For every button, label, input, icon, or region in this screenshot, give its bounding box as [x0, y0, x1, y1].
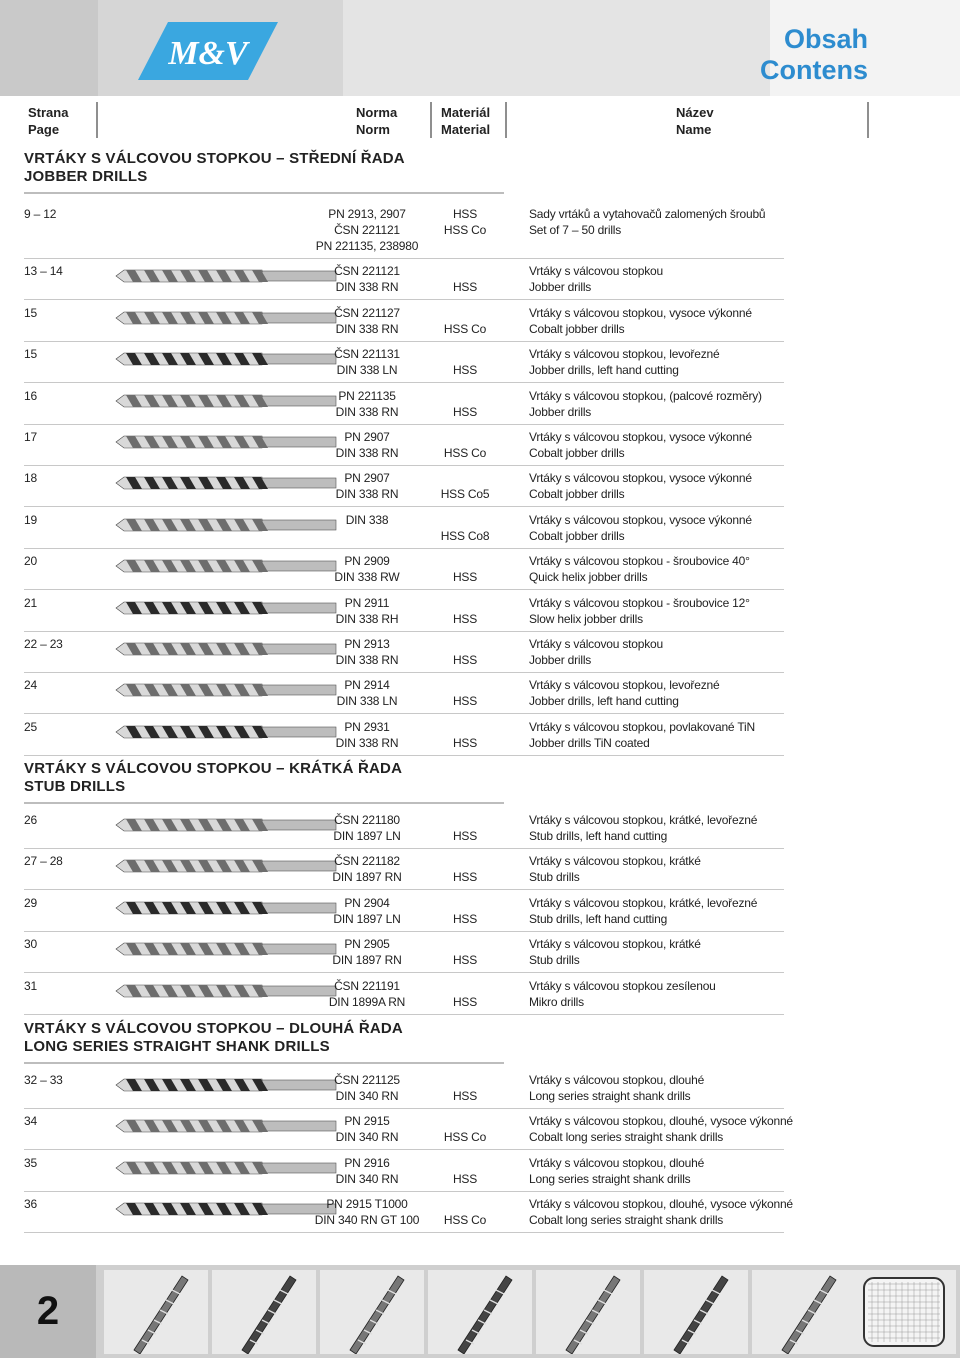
row-norm-line: DIN 338 RN — [335, 280, 399, 295]
row-norm — [302, 1196, 432, 1228]
row-norm — [302, 206, 432, 254]
row-page-number: 18 — [24, 471, 37, 486]
row-name-line: Vrtáky s válcovou stopkou, vysoce výkonné — [529, 512, 752, 527]
row-norm-line: DIN 338 RN — [335, 487, 399, 502]
row-material-line — [430, 263, 500, 279]
row-divider — [24, 931, 784, 932]
row-page-number: 17 — [24, 430, 37, 444]
column-header-page — [28, 104, 68, 138]
row-name — [529, 719, 829, 751]
row-material-line — [430, 346, 500, 362]
row-name-line: Vrtáky s válcovou stopkou, dlouhé — [529, 1155, 705, 1170]
row-norm-line — [302, 528, 432, 544]
row-name-line: Vrtáky s válcovou stopkou, vysoce výkonné — [529, 471, 752, 486]
row-name — [529, 305, 829, 337]
row-page-number: 32 – 33 — [24, 1073, 63, 1087]
row-name-line: Cobalt long series straight shank drills — [529, 1130, 724, 1145]
row-material-line: HSS — [452, 611, 478, 626]
row-name-line: Vrtáky s válcovou stopkou — [529, 637, 663, 651]
row-name — [529, 978, 829, 1010]
row-norm-line: DIN 340 RN — [335, 1130, 399, 1145]
row-name-line — [529, 238, 829, 254]
row-norm-line: DIN 338 RN — [335, 735, 399, 750]
row-material-line: HSS — [452, 994, 478, 1009]
row-name-line: Jobber drills TiN coated — [529, 735, 650, 750]
row-divider — [24, 548, 784, 549]
row-material — [430, 595, 500, 627]
row-norm-line: DIN 1899A RN — [328, 994, 406, 1009]
row-name-line: Jobber drills, left hand cutting — [529, 363, 679, 378]
brand-logo — [138, 22, 278, 80]
row-material — [430, 1196, 500, 1228]
row-name-line: Sady vrtáků a vytahovačů zalomených šroubů — [529, 207, 766, 221]
row-norm — [302, 470, 432, 502]
row-material-line: HSS — [452, 870, 478, 885]
row-material-line — [430, 895, 500, 911]
row-name-line: Cobalt jobber drills — [529, 446, 625, 460]
row-material-line: HSS — [452, 207, 478, 221]
row-material — [430, 429, 500, 461]
row-material-line: HSS — [452, 653, 478, 667]
row-material-line — [430, 677, 500, 693]
row-material-line — [430, 305, 500, 321]
row-norm-line: ČSN 221121 — [334, 223, 400, 237]
row-norm — [302, 895, 432, 927]
row-material — [430, 895, 500, 927]
row-material-line: HSS Co8 — [440, 528, 490, 543]
row-name-line: Mikro drills — [529, 994, 584, 1009]
row-material — [430, 388, 500, 420]
row-material-line — [430, 978, 500, 994]
row-material — [430, 305, 500, 337]
section-title-cz: VRTÁKY S VÁLCOVOU STOPKOU – STŘEDNÍ ŘADA — [24, 150, 405, 167]
row-norm-line: DIN 1897 RN — [332, 953, 402, 968]
row-name-line: Vrtáky s válcovou stopkou, levořezné — [529, 347, 720, 362]
section-title — [24, 150, 405, 186]
row-material-line — [430, 853, 500, 869]
row-name-line: Vrtáky s válcovou stopkou, krátké, levořezné — [529, 895, 758, 910]
section-divider — [24, 802, 504, 804]
row-divider — [24, 299, 784, 300]
column-divider — [867, 102, 869, 138]
row-material — [430, 978, 500, 1010]
row-name-line: Stub drills — [529, 953, 580, 968]
row-material-line — [430, 1072, 500, 1088]
row-page-number: 13 – 14 — [24, 264, 63, 279]
row-norm — [302, 978, 432, 1010]
row-norm-line: DIN 338 RN — [335, 321, 399, 336]
row-norm — [302, 853, 432, 885]
row-divider — [24, 889, 784, 890]
row-norm-line: PN 2907 — [344, 430, 390, 444]
row-material — [430, 512, 500, 544]
row-page-number: 31 — [24, 978, 37, 993]
row-material — [430, 1072, 500, 1104]
row-page-number: 22 – 23 — [24, 637, 63, 651]
row-material-line: HSS — [452, 911, 478, 926]
drill-photo — [644, 1270, 748, 1354]
row-divider — [24, 341, 784, 342]
row-name-line: Vrtáky s válcovou stopkou - šroubovice 12° — [529, 595, 750, 610]
row-divider — [24, 1108, 784, 1109]
row-material-line — [430, 512, 500, 528]
row-material-line: HSS — [452, 363, 478, 378]
row-norm-line: DIN 1897 RN — [332, 870, 402, 885]
row-name-line: Stub drills, left hand cutting — [529, 911, 668, 926]
row-name — [529, 470, 829, 502]
row-material-line — [430, 470, 500, 486]
row-material-line: HSS — [452, 1089, 478, 1103]
row-material-line: HSS Co — [443, 1130, 487, 1145]
row-material-line: HSS Co — [443, 1213, 487, 1228]
row-name — [529, 636, 829, 668]
row-norm-line: DIN 338 RN — [335, 404, 399, 419]
row-name — [529, 1155, 829, 1187]
row-material — [430, 936, 500, 968]
row-material-line: HSS — [452, 280, 478, 295]
row-material-line: HSS — [452, 735, 478, 750]
row-norm-line: DIN 338 RN — [335, 446, 399, 460]
row-name — [529, 853, 829, 885]
row-page-number: 26 — [24, 813, 37, 827]
row-norm-line: PN 2915 T1000 — [326, 1197, 408, 1212]
row-name — [529, 1113, 829, 1145]
row-norm-line: DIN 338 RW — [334, 570, 400, 585]
row-material — [430, 553, 500, 585]
row-norm-line: PN 2916 — [344, 1155, 390, 1170]
row-name-line: Vrtáky s válcovou stopkou, krátké, levořezné — [529, 813, 758, 827]
row-name-line: Vrtáky s válcovou stopkou, (palcové rozměry) — [529, 388, 762, 403]
row-norm-line: PN 2914 — [344, 678, 390, 693]
drill-photo — [536, 1270, 640, 1354]
column-divider — [96, 102, 98, 138]
row-norm-line: ČSN 221125 — [334, 1073, 400, 1087]
row-page-number: 9 – 12 — [24, 207, 57, 221]
row-material-line — [430, 812, 500, 828]
row-page-number: 24 — [24, 678, 37, 693]
row-norm — [302, 388, 432, 420]
row-name — [529, 812, 829, 844]
row-divider — [24, 713, 784, 714]
row-page-number: 19 — [24, 512, 37, 527]
row-material-line: HSS — [452, 570, 478, 585]
row-material-line — [430, 388, 500, 404]
drill-photo — [320, 1270, 424, 1354]
row-name — [529, 206, 829, 254]
row-page-number: 15 — [24, 305, 37, 320]
section-title-en: STUB DRILLS — [24, 778, 126, 795]
row-name-line: Set of 7 – 50 drills — [529, 223, 622, 237]
row-material — [430, 346, 500, 378]
row-divider — [24, 972, 784, 973]
row-page-number: 29 — [24, 895, 37, 910]
row-norm — [302, 636, 432, 668]
row-norm — [302, 719, 432, 751]
row-material — [430, 1155, 500, 1187]
row-divider — [24, 382, 784, 383]
row-name-line: Stub drills, left hand cutting — [529, 829, 668, 843]
row-norm-line: DIN 340 RN — [335, 1089, 399, 1103]
row-material-line — [430, 1155, 500, 1171]
row-material-line: HSS — [452, 1171, 478, 1186]
row-name-line: Long series straight shank drills — [529, 1171, 691, 1186]
row-page-number: 35 — [24, 1155, 37, 1170]
row-norm-line: PN 2915 — [344, 1114, 390, 1129]
drill-photo — [212, 1270, 316, 1354]
sieve-image — [852, 1270, 956, 1354]
row-material — [430, 853, 500, 885]
row-norm — [302, 1072, 432, 1104]
row-norm-line: PN 2904 — [344, 895, 390, 910]
row-name — [529, 677, 829, 709]
row-name — [529, 1072, 829, 1104]
row-norm-line: ČSN 221127 — [334, 305, 400, 320]
row-name-line: Vrtáky s válcovou stopkou zesílenou — [529, 978, 716, 993]
row-norm-line: PN 2909 — [344, 554, 390, 569]
row-name — [529, 936, 829, 968]
row-material-line: HSS — [452, 694, 478, 709]
row-page-number: 30 — [24, 937, 37, 952]
row-norm-line: PN 2905 — [344, 937, 390, 952]
row-norm-line: DIN 338 RN — [335, 653, 399, 667]
row-name-line: Cobalt jobber drills — [529, 321, 625, 336]
row-name-line: Vrtáky s válcovou stopkou, vysoce výkonné — [529, 430, 752, 444]
row-material-line: HSS — [452, 404, 478, 419]
row-norm-line: PN 221135 — [338, 388, 396, 403]
column-header-name-en: Name — [676, 122, 712, 137]
row-page-number: 25 — [24, 719, 37, 734]
row-divider — [24, 631, 784, 632]
row-norm-line: PN 2913 — [344, 637, 390, 651]
row-name-line: Vrtáky s válcovou stopkou, krátké — [529, 854, 701, 869]
row-name-line: Cobalt jobber drills — [529, 528, 625, 543]
row-norm — [302, 263, 432, 295]
column-header-norm-en: Norm — [356, 122, 390, 137]
page-number: 2 — [0, 1265, 96, 1358]
section-title-cz: VRTÁKY S VÁLCOVOU STOPKOU – DLOUHÁ ŘADA — [24, 1020, 403, 1037]
row-material — [430, 636, 500, 668]
row-material — [430, 470, 500, 502]
row-name-line: Stub drills — [529, 870, 580, 885]
row-name — [529, 1196, 829, 1228]
column-divider — [505, 102, 507, 138]
section-title-en: LONG SERIES STRAIGHT SHANK DRILLS — [24, 1038, 330, 1055]
row-material — [430, 206, 500, 254]
row-divider — [24, 1014, 784, 1015]
header-band — [0, 0, 960, 96]
row-divider — [24, 506, 784, 507]
row-material-line: HSS Co — [443, 446, 487, 460]
row-name-line: Vrtáky s válcovou stopkou — [529, 264, 663, 279]
row-divider — [24, 1191, 784, 1192]
row-divider — [24, 1232, 784, 1233]
drill-photo — [752, 1270, 856, 1354]
row-name — [529, 595, 829, 627]
row-divider — [24, 258, 784, 259]
header-left-panel — [0, 0, 98, 96]
column-header-name — [676, 104, 714, 138]
row-norm-line: PN 221135, 238980 — [315, 239, 419, 253]
row-name-line: Vrtáky s válcovou stopkou, dlouhé — [529, 1073, 705, 1087]
row-divider — [24, 1149, 784, 1150]
row-name-line: Vrtáky s válcovou stopkou, dlouhé, vysoce výkonné — [529, 1197, 793, 1212]
row-norm-line: ČSN 221191 — [334, 978, 400, 993]
row-norm-line: ČSN 221182 — [334, 854, 400, 869]
row-norm-line: ČSN 221180 — [334, 813, 400, 827]
row-material — [430, 677, 500, 709]
section-title — [24, 760, 402, 796]
row-norm — [302, 677, 432, 709]
page-title-cz: Obsah — [783, 24, 868, 54]
section-title-cz: VRTÁKY S VÁLCOVOU STOPKOU – KRÁTKÁ ŘADA — [24, 760, 403, 777]
section-divider — [24, 1062, 504, 1064]
row-material-line — [430, 1113, 500, 1129]
row-norm-line: DIN 1897 LN — [333, 911, 401, 926]
row-name — [529, 429, 829, 461]
row-material — [430, 812, 500, 844]
row-material-line — [430, 595, 500, 611]
row-page-number: 36 — [24, 1197, 37, 1212]
row-norm-line: DIN 338 — [345, 512, 389, 527]
row-norm-line: PN 2907 — [344, 471, 390, 486]
row-divider — [24, 465, 784, 466]
row-divider — [24, 848, 784, 849]
row-name-line: Quick helix jobber drills — [529, 570, 648, 585]
brand-logo-text: M&V — [168, 35, 248, 72]
row-material — [430, 1113, 500, 1145]
row-name-line: Slow helix jobber drills — [529, 611, 643, 626]
row-norm-line: PN 2913, 2907 — [328, 207, 406, 221]
row-material-line: HSS Co — [443, 321, 487, 336]
page-title-en: Contens — [760, 55, 868, 85]
row-name-line: Vrtáky s válcovou stopkou - šroubovice 40° — [529, 554, 750, 569]
row-divider — [24, 755, 784, 756]
header-mid-panel — [343, 0, 770, 96]
row-norm-line: DIN 1897 LN — [333, 829, 401, 843]
column-header-page-en: Page — [28, 122, 60, 137]
row-norm — [302, 429, 432, 461]
row-name-line: Vrtáky s válcovou stopkou, povlakované TiN — [529, 719, 755, 734]
row-material-line — [430, 553, 500, 569]
row-divider — [24, 589, 784, 590]
column-header-material-cz: Materiál — [441, 105, 491, 120]
row-name-line: Vrtáky s válcovou stopkou, krátké — [529, 937, 701, 952]
row-material-line — [430, 238, 500, 254]
row-name — [529, 346, 829, 378]
row-material-line — [430, 1196, 500, 1212]
row-name-line: Jobber drills, left hand cutting — [529, 694, 679, 709]
row-norm — [302, 553, 432, 585]
row-name-line: Jobber drills — [529, 404, 592, 419]
drill-photo — [104, 1270, 208, 1354]
row-material-line: HSS Co5 — [440, 487, 490, 502]
row-material — [430, 719, 500, 751]
row-divider — [24, 424, 784, 425]
row-name-line: Vrtáky s válcovou stopkou, vysoce výkonné — [529, 305, 752, 320]
row-page-number: 15 — [24, 347, 37, 362]
row-norm-line: ČSN 221131 — [334, 347, 400, 362]
row-norm-line: DIN 340 RN — [335, 1171, 399, 1186]
row-page-number: 34 — [24, 1114, 37, 1129]
row-norm — [302, 346, 432, 378]
column-header-norm-cz: Norma — [356, 105, 398, 120]
row-page-number: 27 – 28 — [24, 854, 63, 869]
row-material-line: HSS — [452, 829, 478, 843]
drill-photo — [428, 1270, 532, 1354]
row-divider — [24, 672, 784, 673]
row-name-line: Vrtáky s válcovou stopkou, dlouhé, vysoce výkonné — [529, 1114, 793, 1129]
row-name — [529, 512, 829, 544]
row-norm-line: DIN 338 RH — [335, 611, 399, 626]
row-norm — [302, 1155, 432, 1187]
row-page-number: 21 — [24, 595, 37, 610]
row-material-line: HSS — [452, 953, 478, 968]
row-name-line: Jobber drills — [529, 653, 592, 667]
row-name — [529, 895, 829, 927]
column-header-name-cz: Název — [676, 105, 714, 120]
row-norm — [302, 305, 432, 337]
row-norm — [302, 1113, 432, 1145]
row-norm-line: PN 2911 — [344, 595, 390, 610]
row-name-line: Jobber drills — [529, 280, 592, 295]
column-header-material-en: Material — [441, 122, 491, 137]
row-page-number: 16 — [24, 388, 37, 403]
section-title — [24, 1020, 403, 1056]
row-material-line: HSS Co — [443, 223, 487, 237]
section-divider — [24, 192, 504, 194]
row-norm-line: PN 2931 — [344, 719, 390, 734]
row-material-line — [430, 719, 500, 735]
row-name-line: Vrtáky s válcovou stopkou, levořezné — [529, 678, 720, 693]
row-page-number: 20 — [24, 554, 37, 569]
column-header-norm — [356, 104, 397, 138]
row-name — [529, 553, 829, 585]
row-norm-line: DIN 340 RN GT 100 — [314, 1213, 420, 1228]
row-material-line — [430, 936, 500, 952]
row-norm-line: ČSN 221121 — [334, 264, 400, 279]
row-norm — [302, 595, 432, 627]
row-norm-line: DIN 338 LN — [336, 363, 398, 378]
row-name-line: Long series straight shank drills — [529, 1089, 691, 1103]
section-title-en: JOBBER DRILLS — [24, 168, 148, 185]
row-name-line: Cobalt jobber drills — [529, 487, 625, 502]
column-divider — [430, 102, 432, 138]
row-norm-line: DIN 338 LN — [336, 694, 398, 709]
row-norm — [302, 512, 432, 544]
row-material-line — [430, 636, 500, 652]
row-norm — [302, 812, 432, 844]
row-material — [430, 263, 500, 295]
row-name — [529, 388, 829, 420]
column-header-page-cz: Strana — [28, 105, 69, 120]
column-header-material — [441, 104, 490, 138]
row-name — [529, 263, 829, 295]
row-norm — [302, 936, 432, 968]
row-material-line — [430, 429, 500, 445]
row-name-line: Cobalt long series straight shank drills — [529, 1213, 724, 1228]
